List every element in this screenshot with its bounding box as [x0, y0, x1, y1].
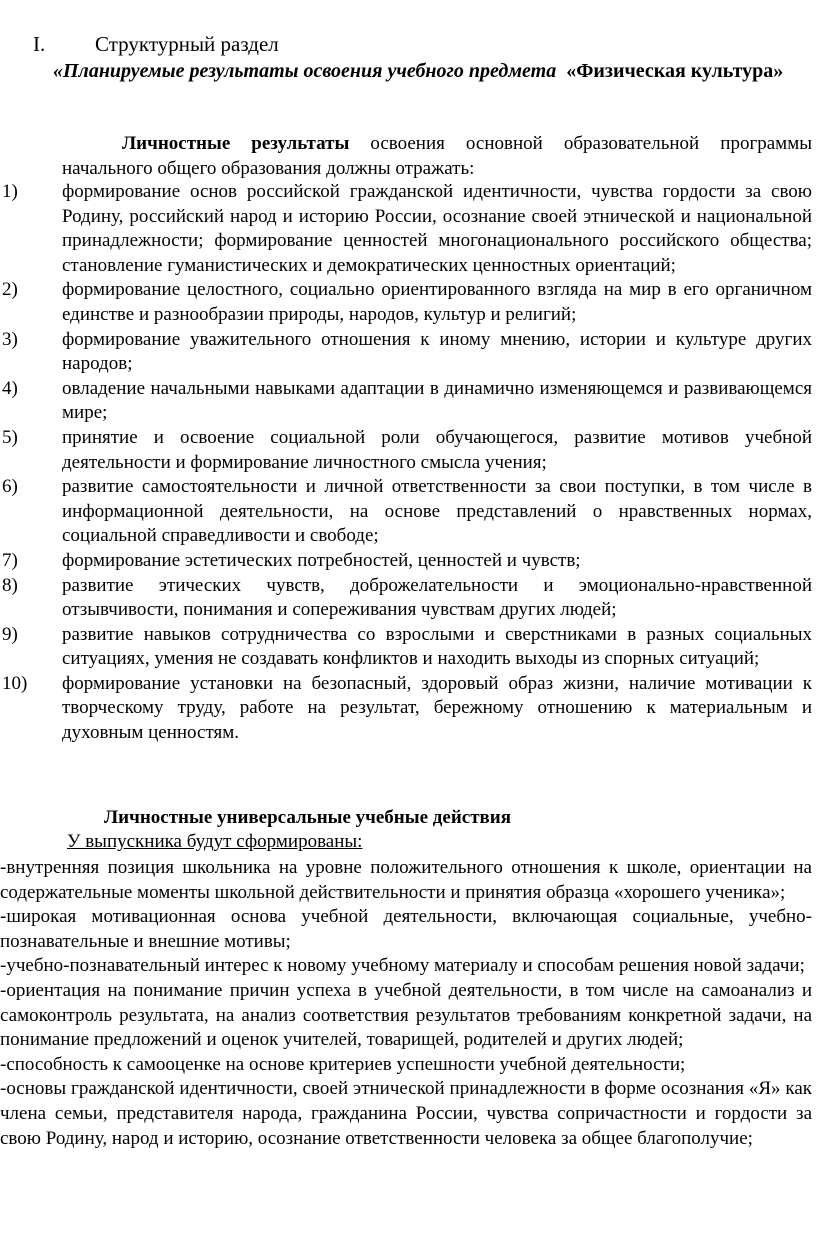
list-item — [0, 426, 812, 475]
list-item-text: развитие самостоятельности и личной ответственности за свои поступки, в том числе в информационной деятельности, на основе представлений о нравственных нормах, социальной справедливости и свободе; — [62, 476, 812, 547]
list-item: -внутренняя позиция школьника на уровне положительного отношения к школе, ориентации на содержательные моменты школьной действительности и принятия образца «хорошего ученика»; — [0, 857, 812, 903]
list-item-text: принятие и освоение социальной роли обучающегося, развитие мотивов учебной деятельности и формирование личностного смысла учения; — [62, 426, 812, 473]
list-item: -ориентация на понимание причин успеха в учебной деятельности, в том числе на самоанализ и самоконтроль результата, на анализ соответствия результатов требованиям конкретной задачи, на понимание предложений и оценок учителей, товарищей, родителей и других людей; — [0, 979, 812, 1051]
list-item-text: овладение начальными навыками адаптации в динамично изменяющемся и развивающемся мире; — [62, 377, 812, 424]
list-item-number: 6) — [2, 476, 18, 498]
list-item-number: 7) — [2, 549, 18, 571]
section-heading — [33, 31, 279, 57]
list-item-number: 3) — [2, 328, 18, 350]
list-item: -учебно-познавательный интерес к новому учебному материалу и способам решения новой задачи; — [0, 955, 805, 977]
personal-results-list — [0, 180, 812, 746]
list-item-text: развитие навыков сотрудничества со взрослыми и сверстниками в разных социальных ситуациях, умения не создавать конфликтов и находить выходы из спорных ситуаций; — [62, 623, 812, 670]
list-item-text: формирование установки на безопасный, здоровый образ жизни, наличие мотивации к творческому труду, работе на результат, бережному отношению к материальным и духовным ценностям. — [62, 672, 812, 744]
list-item-number: 4) — [2, 377, 18, 399]
list-item — [0, 278, 812, 327]
list-item-number: 8) — [2, 574, 18, 596]
universal-actions-list — [0, 856, 812, 1151]
list-item-text: формирование целостного, социально ориентированного взгляда на мир в его органичном единстве и разнообразии природы, народов, культур и религий; — [62, 279, 812, 325]
title-plain-part: «Физическая культура» — [566, 60, 784, 82]
list-item — [0, 377, 812, 426]
intro-text: освоения основной образовательной программы начального общего образования должны отражать: — [62, 133, 812, 179]
document-title — [0, 58, 812, 84]
intro-lead: Личностные результаты — [122, 133, 350, 154]
list-item-text: формирование эстетических потребностей, ценностей и чувств; — [62, 549, 581, 571]
list-item — [0, 549, 812, 574]
list-item — [0, 180, 812, 278]
universal-actions-subheading: У выпускника будут сформированы: — [67, 831, 363, 852]
list-item-text: формирование основ российской гражданской идентичности, чувства гордости за свою Родину, российский народ и историю России, осознание своей этнической и национальной принадлежности; формирование ценностей многонационального российского общества; становление гуманистических и демократических ценностных ориентаций; — [62, 181, 812, 276]
section-number: I. — [33, 32, 46, 56]
list-item — [0, 672, 812, 746]
list-item — [0, 623, 812, 672]
universal-actions-heading: Личностные универсальные учебные действия — [104, 807, 512, 828]
list-item-number: 10) — [2, 672, 28, 694]
list-item-number: 1) — [2, 181, 18, 202]
list-item-number: 2) — [2, 279, 18, 301]
list-item — [0, 574, 812, 623]
title-italic-part: «Планируемые результаты освоения учебного предмета — [53, 60, 557, 82]
list-item: -способность к самооценке на основе критериев успешности учебной деятельности; — [0, 1053, 686, 1075]
list-item: -основы гражданской идентичности, своей этнической принадлежности в форме осознания «Я» как члена семьи, представителя народа, гражданина России, чувства сопричастности и гордости за свою Родину, народ и историю, осознание ответственности человека за общее благополучие; — [0, 1078, 812, 1149]
list-item-number: 9) — [2, 623, 18, 645]
intro-paragraph — [62, 132, 812, 181]
list-item — [0, 475, 812, 549]
list-item: -широкая мотивационная основа учебной деятельности, включающая социальные, учебно-познавательные и внешние мотивы; — [0, 906, 812, 952]
section-title: Структурный раздел — [95, 32, 279, 56]
list-item — [0, 328, 812, 377]
list-item-text: развитие этических чувств, доброжелательности и эмоционально-нравственной отзывчивости, понимания и сопереживания чувствам других людей; — [62, 574, 812, 621]
list-item-text: формирование уважительного отношения к иному мнению, истории и культуре других народов; — [62, 328, 812, 375]
list-item-number: 5) — [2, 426, 18, 448]
